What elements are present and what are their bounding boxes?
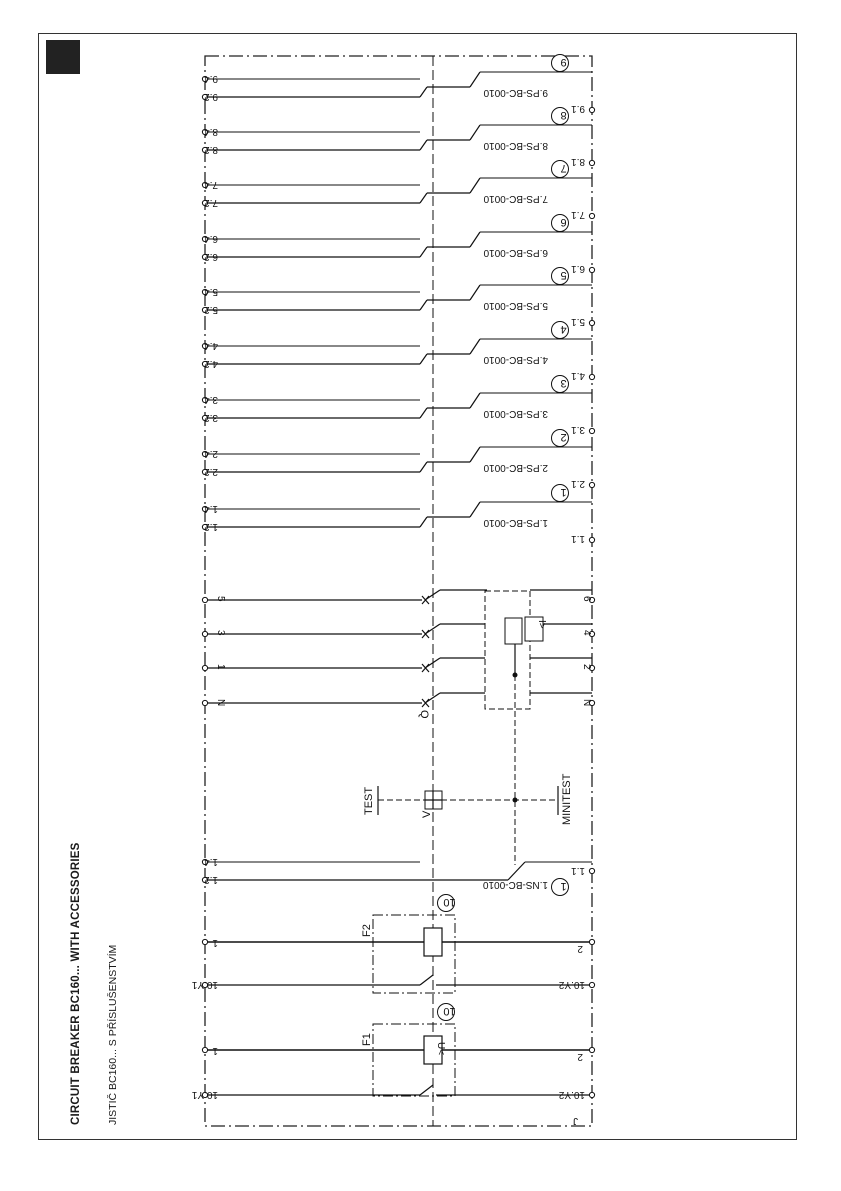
pole-top-label: 5 — [215, 596, 226, 602]
aux-blade — [420, 517, 427, 527]
main-poles — [202, 56, 594, 1126]
aux-contact-label: 9.PS-BC-0010 — [483, 87, 548, 98]
aux-contact-2 — [202, 430, 594, 490]
aux-contact-9 — [202, 55, 594, 115]
ns-term-no: 1.4 — [204, 856, 218, 867]
term-in-label: 5.1 — [571, 316, 585, 327]
pole-bottom-label: 2 — [581, 664, 592, 670]
term-no-label: 1.4 — [204, 503, 218, 514]
term-in-label: 7.1 — [571, 209, 585, 220]
ns-number-text: 1 — [560, 880, 567, 892]
aux-contact-4 — [202, 322, 594, 382]
pole-top-terminal — [202, 665, 207, 670]
pole-bottom-label: N — [581, 699, 592, 707]
releases — [191, 895, 594, 1101]
coil-symbol-label: U< — [435, 1042, 446, 1056]
aux-contact-label: 4.PS-BC-0010 — [483, 354, 548, 365]
term-no-label: 6.4 — [204, 233, 218, 244]
aux-blade — [420, 354, 427, 364]
terminal-in — [589, 482, 594, 487]
ns-blade — [508, 862, 525, 880]
aux-lead — [470, 125, 480, 140]
aux-contact-label: 8.PS-BC-0010 — [483, 140, 548, 151]
term-nc-label: 6.2 — [204, 251, 218, 262]
aux-number-text: 4 — [560, 323, 567, 335]
aux-contact-6 — [202, 215, 594, 275]
signal-contact — [202, 856, 594, 896]
aux-blade — [420, 462, 427, 472]
terminal-in — [589, 107, 594, 112]
ns-terminal-in — [589, 868, 594, 873]
release-id: F1 — [361, 1033, 373, 1046]
aux-contact-5 — [202, 268, 594, 328]
aux-lead — [470, 72, 480, 87]
pole-top-label: 3 — [215, 630, 226, 636]
term-no-label: 7.4 — [204, 179, 218, 190]
aux-contact-label: 3.PS-BC-0010 — [483, 408, 548, 419]
term-no-label: 3.4 — [204, 394, 218, 405]
pole-1 — [202, 658, 594, 672]
coil-bottom-label: 2 — [577, 1051, 583, 1062]
aux-blade — [420, 87, 427, 97]
contact-top-label: 10.Y1 — [191, 979, 218, 990]
aux-blade — [420, 300, 427, 310]
term-nc-label: 8.2 — [204, 144, 218, 155]
terminal-in — [589, 320, 594, 325]
aux-number-text: 6 — [560, 216, 567, 228]
aux-number-text: 5 — [560, 269, 567, 281]
coil-terminal-top — [202, 1047, 207, 1052]
terminal-in — [589, 160, 594, 165]
pole-bottom-label: 4 — [581, 630, 592, 636]
aux-blade — [420, 247, 427, 257]
release-box — [373, 1024, 455, 1096]
term-no-label: 8.4 — [204, 126, 218, 137]
aux-lead — [470, 447, 480, 462]
terminal-in — [589, 267, 594, 272]
auxiliary-contacts — [202, 55, 594, 545]
aux-blade — [420, 193, 427, 203]
coil-terminal-bottom — [589, 1047, 594, 1052]
aux-lead — [470, 285, 480, 300]
aux-blade — [420, 140, 427, 150]
enclosure-boundary — [205, 56, 592, 1126]
aux-number-text: 7 — [560, 162, 567, 174]
release-id: F2 — [361, 924, 373, 937]
terminal-in — [589, 537, 594, 542]
coil-terminal-bottom — [589, 939, 594, 944]
pole-bottom-label: 6 — [581, 596, 592, 602]
minitest-label: MINITEST — [561, 773, 573, 825]
term-in-label: 1.1 — [571, 533, 585, 544]
aux-contact-label: 2.PS-BC-0010 — [483, 462, 548, 473]
aux-lead — [470, 178, 480, 193]
aux-lead — [470, 232, 480, 247]
aux-lead — [470, 339, 480, 354]
term-in-label: 2.1 — [571, 478, 585, 489]
term-no-label: 9.4 — [204, 73, 218, 84]
aux-blade — [420, 408, 427, 418]
contact-terminal-bottom — [589, 1092, 594, 1097]
contact-top-label: 10.Y1 — [191, 1089, 218, 1100]
term-nc-label: 7.2 — [204, 197, 218, 208]
term-nc-label: 4.2 — [204, 358, 218, 369]
aux-contact-label: 6.PS-BC-0010 — [483, 247, 548, 258]
term-in-label: 6.1 — [571, 263, 585, 274]
aux-number-text: 2 — [560, 431, 567, 443]
release-f2 — [191, 895, 594, 994]
terminal-in — [589, 374, 594, 379]
term-no-label: 2.4 — [204, 448, 218, 459]
contact-blade — [420, 1085, 433, 1095]
term-nc-label: 9.2 — [204, 91, 218, 102]
aux-contact-1 — [202, 485, 594, 545]
coil-symbol — [424, 928, 442, 956]
aux-number-text: 9 — [560, 56, 567, 68]
diagram-title: CIRCUIT BREAKER BC160... WITH ACCESSORIES — [70, 842, 82, 1125]
thermal-symbol — [505, 618, 522, 644]
term-no-label: 4.4 — [204, 340, 218, 351]
coil-terminal-top — [202, 939, 207, 944]
term-nc-label: 5.2 — [204, 304, 218, 315]
aux-contact-label: 1.PS-BC-0010 — [483, 517, 548, 528]
coil-bottom-label: 2 — [577, 943, 583, 954]
valve-label: V — [421, 810, 433, 818]
terminal-in — [589, 428, 594, 433]
aux-contact-label: 7.PS-BC-0010 — [483, 193, 548, 204]
pole-top-label: 1 — [215, 664, 226, 670]
term-no-label: 5.4 — [204, 286, 218, 297]
test-label: TEST — [363, 786, 375, 815]
coil-top-label: 1 — [212, 937, 218, 948]
release-number-text: 10 — [443, 896, 456, 908]
coil-top-label: 1 — [212, 1045, 218, 1056]
ns-label: 1.NS-BC-0010 — [482, 879, 548, 890]
term-nc-label: 3.2 — [204, 412, 218, 423]
trip-unit-box — [485, 591, 530, 709]
term-in-label: 8.1 — [571, 156, 585, 167]
pole-top-terminal — [202, 700, 207, 705]
aux-number-text: 1 — [560, 486, 567, 498]
term-in-label: 9.1 — [571, 103, 585, 114]
release-f1 — [191, 1004, 594, 1101]
pole-top-label: N — [215, 699, 226, 707]
breaker-label: Q — [418, 710, 430, 719]
aux-contact-3 — [202, 376, 594, 436]
ns-term-in: 1.1 — [571, 865, 585, 876]
aux-lead — [470, 393, 480, 408]
release-box — [373, 915, 455, 993]
term-in-label: 4.1 — [571, 370, 585, 381]
contact-terminal-bottom — [589, 982, 594, 987]
pole-top-terminal — [202, 631, 207, 636]
terminal-in — [589, 213, 594, 218]
term-in-label: 3.1 — [571, 424, 585, 435]
term-nc-label: 2.2 — [204, 466, 218, 477]
pole-N — [202, 693, 594, 707]
aux-lead — [470, 502, 480, 517]
contact-blade — [420, 975, 433, 985]
aux-contact-8 — [202, 108, 594, 168]
contact-bottom-label: 10.Y2 — [558, 979, 585, 990]
pole-top-terminal — [202, 597, 207, 602]
aux-number-text: 8 — [560, 109, 567, 121]
trip-unit-label: I> — [536, 620, 547, 629]
contact-bottom-label: 10.Y2 — [558, 1089, 585, 1100]
pole-5 — [202, 590, 594, 604]
term-nc-label: 1.2 — [204, 521, 218, 532]
diagram-subtitle: JISTIČ BC160... S PŘÍSLUŠENSTVÍM — [107, 944, 119, 1125]
aux-contact-label: 5.PS-BC-0010 — [483, 300, 548, 311]
aux-contact-7 — [202, 161, 594, 221]
release-number-text: 10 — [443, 1005, 456, 1017]
aux-number-text: 3 — [560, 377, 567, 389]
ns-term-nc: 1.2 — [204, 874, 218, 885]
corner-label: J — [573, 1115, 578, 1126]
